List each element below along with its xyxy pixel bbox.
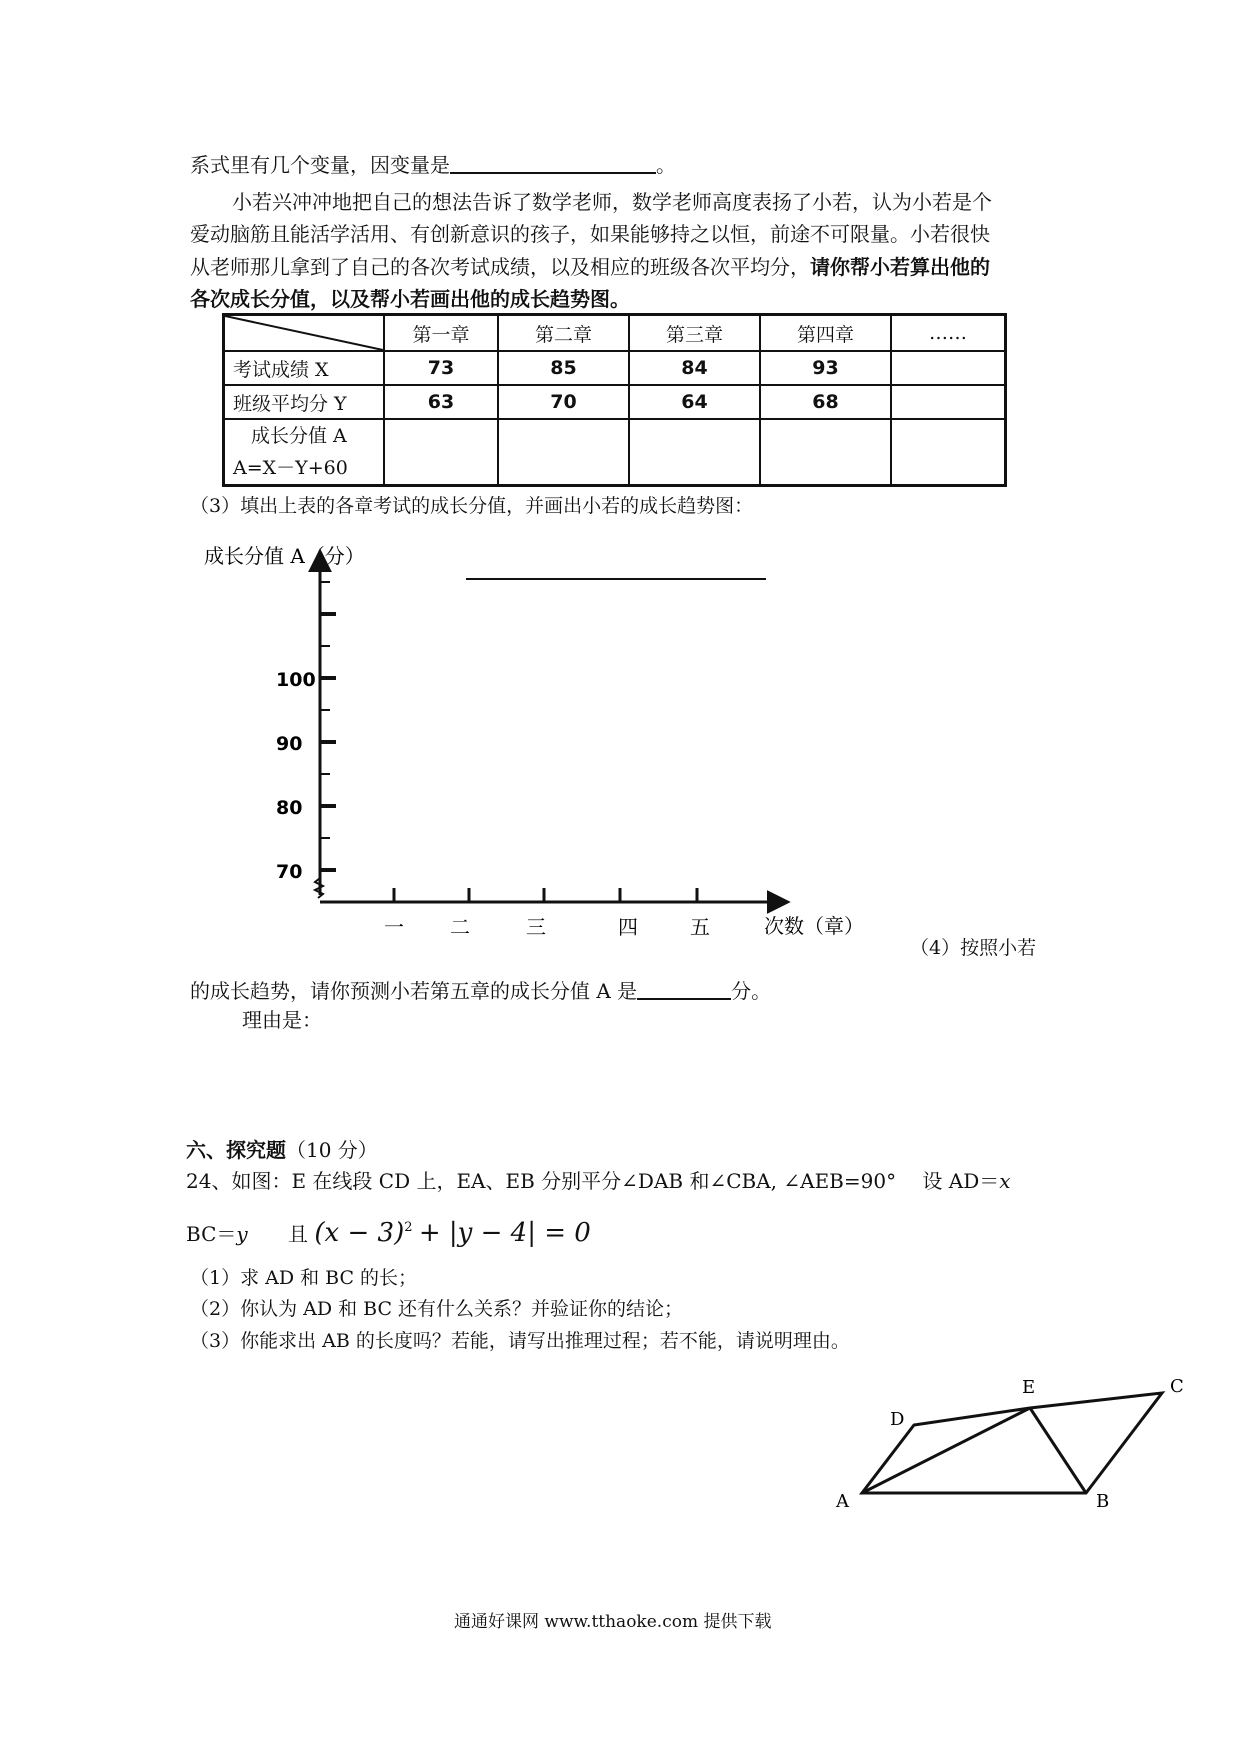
paragraph-line-1: 小若兴冲冲地把自己的想法告诉了数学老师，数学老师高度表扬了小若，认为小若是个 (232, 190, 992, 214)
question-4-text: 的成长趋势，请你预测小若第五章的成长分值 A 是 (190, 979, 638, 1003)
question-4: （4）按照小若 (910, 937, 1037, 959)
paragraph-text: 从老师那儿拿到了自己的各次考试成绩，以及相应的班级各次平均分， (190, 255, 810, 279)
x-axis-label: 次数（章） (764, 914, 864, 938)
subquestion-1: （1）求 AD 和 BC 的长； (190, 1267, 418, 1289)
subquestion-3: （3）你能求出 AB 的长度吗？若能，请写出推理过程；若不能，请说明理由。 (190, 1330, 850, 1352)
paragraph-line-2: 爱动脑筋且能活学活用、有创新意识的孩子，如果能够持之以恒，前途不可限量。小若很快 (190, 222, 990, 246)
x-tick-label: 四 (618, 915, 638, 939)
unit-text: 分。 (731, 979, 772, 1003)
equation-body: (x − 3) (314, 1218, 405, 1248)
header-chapter-4: 第四章 (760, 315, 891, 352)
equation-abs: + |y − 4| = 0 (418, 1218, 591, 1248)
header-chapter-2: 第二章 (498, 315, 629, 352)
y-tick-label: 90 (276, 733, 303, 755)
section-6-title: 六、探究题 (186, 1138, 286, 1162)
equation-prefix: 且 (288, 1222, 309, 1246)
problem-24-text: 24、如图：E 在线段 CD 上，EA、EB 分别平分∠DAB 和∠CBA, ∠AEB=90° 设 AD＝ (186, 1169, 1000, 1193)
x-tick-label: 一 (384, 915, 404, 939)
point-label-d: D (890, 1409, 905, 1430)
header-more: …… (891, 315, 1006, 352)
variable-y: y (236, 1222, 248, 1246)
x-tick-label: 二 (450, 915, 470, 939)
point-label-b: B (1096, 1491, 1110, 1512)
average-cell: 68 (760, 385, 891, 419)
growth-label: 成长分值 A (251, 425, 347, 447)
variable-x: x (999, 1169, 1011, 1193)
segment-be (1030, 1408, 1086, 1493)
row-label-score: 考试成绩 X (224, 351, 385, 385)
y-axis-label: 成长分值 A（分） (204, 544, 365, 568)
y-tick-label: 100 (276, 669, 316, 691)
paragraph-line-4: 各次成长分值，以及帮小若画出他的成长趋势图。 (190, 287, 630, 311)
score-cell: 84 (629, 351, 760, 385)
y-tick-label: 80 (276, 797, 303, 819)
bc-label: BC＝ (186, 1222, 237, 1246)
header-chapter-3: 第三章 (629, 315, 760, 352)
intro-text: 系式里有几个变量，因变量是 (190, 153, 450, 177)
section-6-score: （10 分） (286, 1138, 378, 1162)
score-cell: 73 (384, 351, 498, 385)
equation-exponent: 2 (404, 1220, 413, 1235)
subquestion-2: （2）你认为 AD 和 BC 还有什么关系？并验证你的结论； (190, 1298, 684, 1320)
row-label-average: 班级平均分 Y (224, 385, 385, 419)
average-cell: 63 (384, 385, 498, 419)
score-cell: 93 (760, 351, 891, 385)
score-cell: 85 (498, 351, 629, 385)
question-3: （3）填出上表的各章考试的成长分值，并画出小若的成长趋势图： (190, 495, 754, 517)
period: 。 (656, 153, 676, 177)
x-tick-label: 五 (690, 915, 710, 939)
reason-label: 理由是： (242, 1008, 322, 1032)
point-label-a: A (836, 1491, 849, 1512)
header-chapter-1: 第一章 (384, 315, 498, 352)
point-label-e: E (1022, 1377, 1036, 1398)
footer-text: 通通好课网 www.tthaoke.com 提供下载 (454, 1612, 772, 1632)
x-tick-label: 三 (526, 915, 546, 939)
average-cell: 64 (629, 385, 760, 419)
average-cell: 70 (498, 385, 629, 419)
quadrilateral (862, 1393, 1162, 1493)
growth-formula: A=X－Y+60 (233, 457, 348, 479)
paragraph-task-bold: 请你帮小若算出他的 (810, 255, 990, 279)
y-tick-label: 70 (276, 861, 303, 883)
point-label-c: C (1170, 1376, 1184, 1397)
